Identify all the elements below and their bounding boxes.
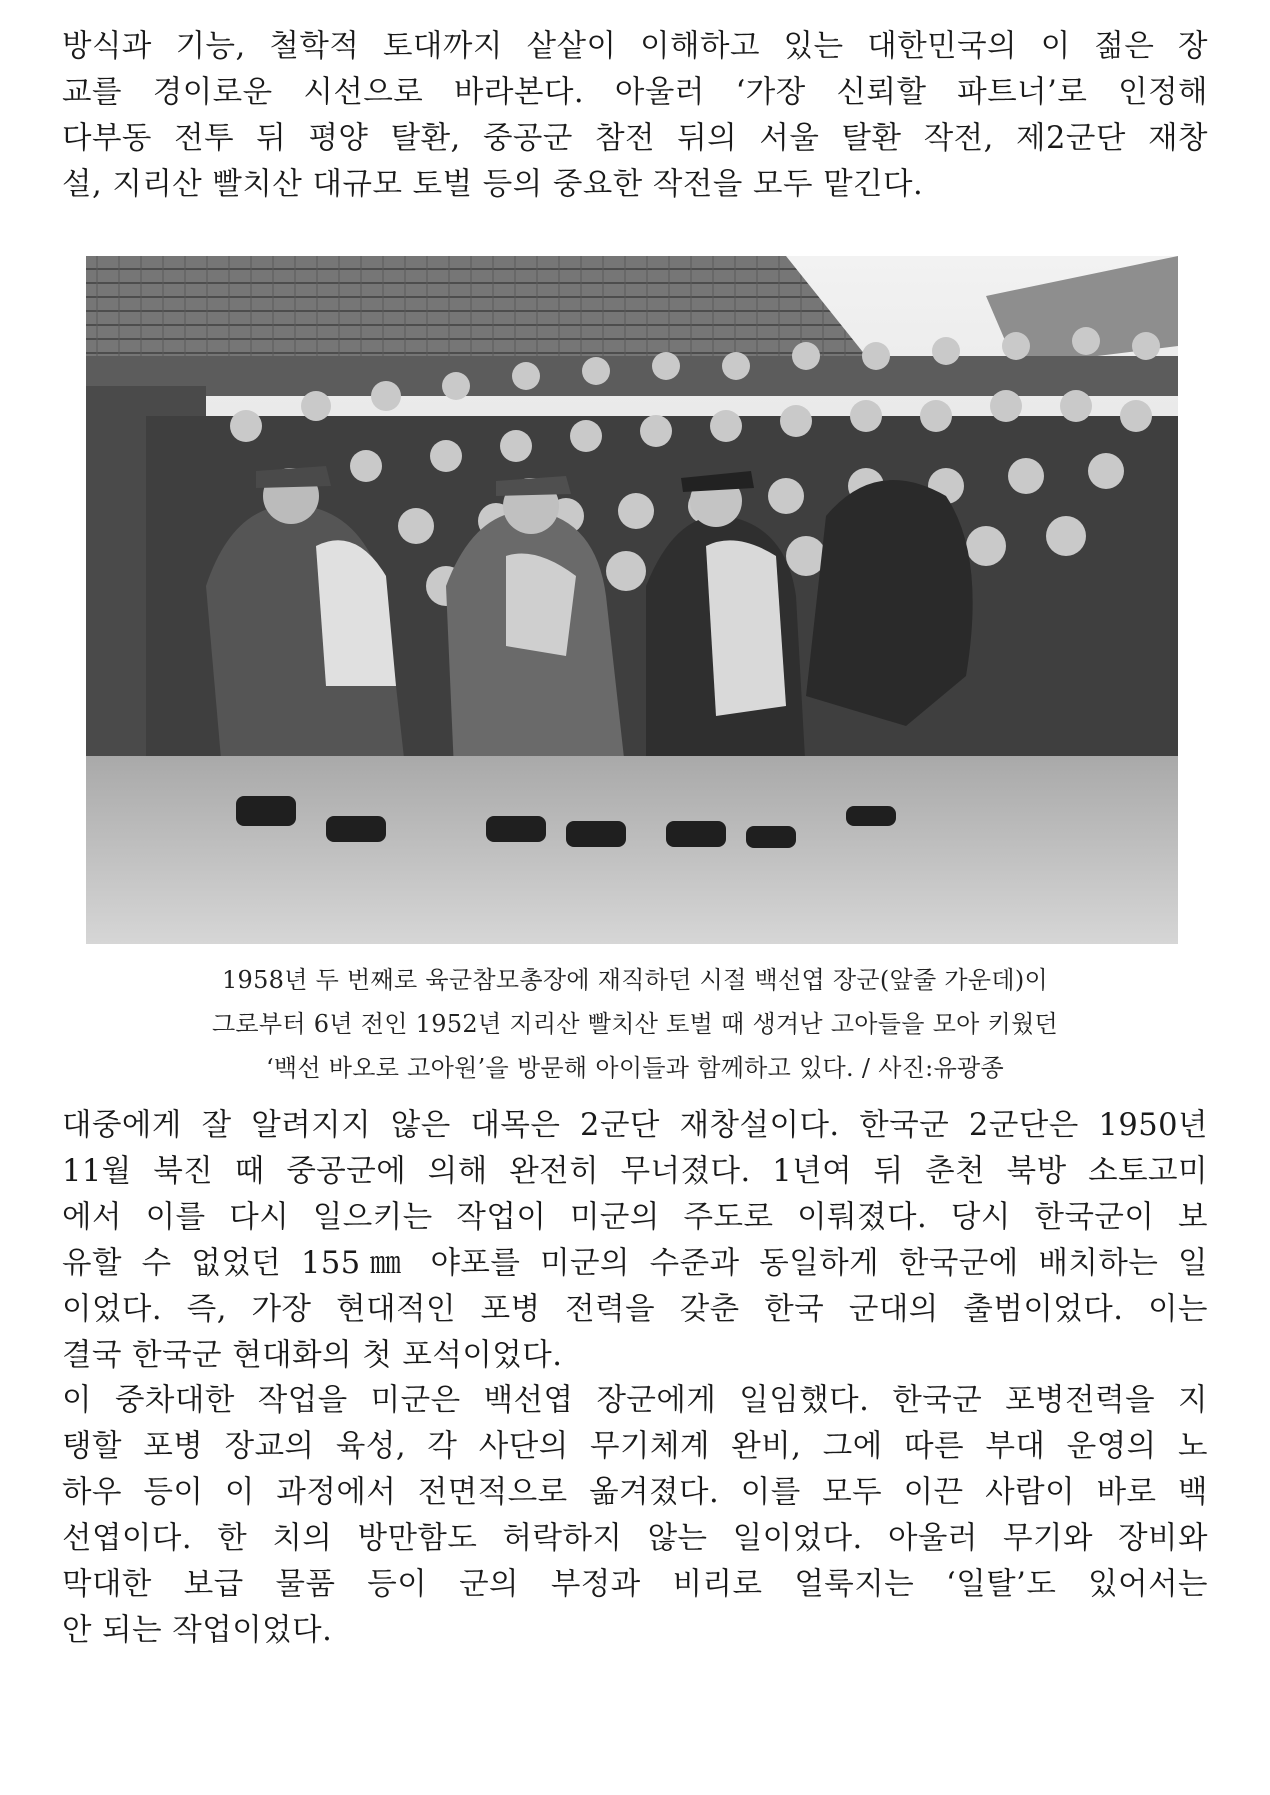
text-line: 이었다. 즉, 가장 현대적인 포병 전력을 갖춘 한국 군대의 출범이었다. 이는 [62,1292,1208,1327]
text-line: 대중에게 잘 알려지지 않은 대목은 2군단 재창설이다. 한국군 2군단은 1950년 [62,1108,1208,1143]
roof-edge [86,356,1178,396]
text-line: 선엽이다. 한 치의 방만함도 허락하지 않는 일이었다. 아울러 무기와 장비와 [62,1521,1208,1556]
text-line: 에서 이를 다시 일으키는 작업이 미군의 주도로 이뤄졌다. 당시 한국군이 보 [62,1200,1208,1235]
caption-line: 그로부터 6년 전인 1952년 지리산 빨치산 토벌 때 생겨난 고아들을 모아 키웠던 [211,1010,1059,1038]
historical-photo [86,256,1178,944]
caption-line: ‘백선 바오로 고아원’을 방문해 아이들과 함께하고 있다. / 사진:유광종 [265,1054,1005,1082]
text-line: 탱할 포병 장교의 육성, 각 사단의 무기체계 완비, 그에 따른 부대 운영의 노 [62,1429,1208,1464]
text-line: 안 되는 작업이었다. [62,1613,333,1648]
caption-line: 1958년 두 번째로 육군참모총장에 재직하던 시절 백선엽 장군(앞줄 가운데)이 [221,966,1049,994]
body-paragraph-2 [62,1378,1208,1654]
text-line: 설, 지리산 빨치산 대규모 토벌 등의 중요한 작전을 모두 맡긴다. [62,167,924,202]
text-line: 교를 경이로운 시선으로 바라본다. 아울러 ‘가장 신뢰할 파트너’로 인정해 [62,75,1208,110]
photo-caption [62,958,1208,1090]
text-line: 이 중차대한 작업을 미군은 백선엽 장군에게 일임했다. 한국군 포병전력을 지 [62,1383,1208,1418]
ground [86,756,1178,944]
photo-illustration [86,256,1178,944]
body-paragraph-1 [62,1103,1208,1379]
text-line: 방식과 기능, 철학적 토대까지 샅샅이 이해하고 있는 대한민국의 이 젊은 장 [62,29,1208,64]
text-line: 다부동 전투 뒤 평양 탈환, 중공군 참전 뒤의 서울 탈환 작전, 제2군단 재창 [62,121,1208,156]
tiled-roof [86,256,866,356]
text-line: 결국 한국군 현대화의 첫 포석이었다. [62,1338,563,1373]
text-line: 11월 북진 때 중공군에 의해 완전히 무너졌다. 1년여 뒤 춘천 북방 소토고미 [62,1154,1208,1189]
intro-paragraph [62,24,1208,208]
text-line: 막대한 보급 물품 등이 군의 부정과 비리로 얼룩지는 ‘일탈’도 있어서는 [62,1567,1208,1602]
text-line: 유할 수 없었던 155㎜ 야포를 미군의 수준과 동일하게 한국군에 배치하는 일 [62,1246,1208,1281]
text-line: 하우 등이 이 과정에서 전면적으로 옮겨졌다. 이를 모두 이끈 사람이 바로 백 [62,1475,1208,1510]
